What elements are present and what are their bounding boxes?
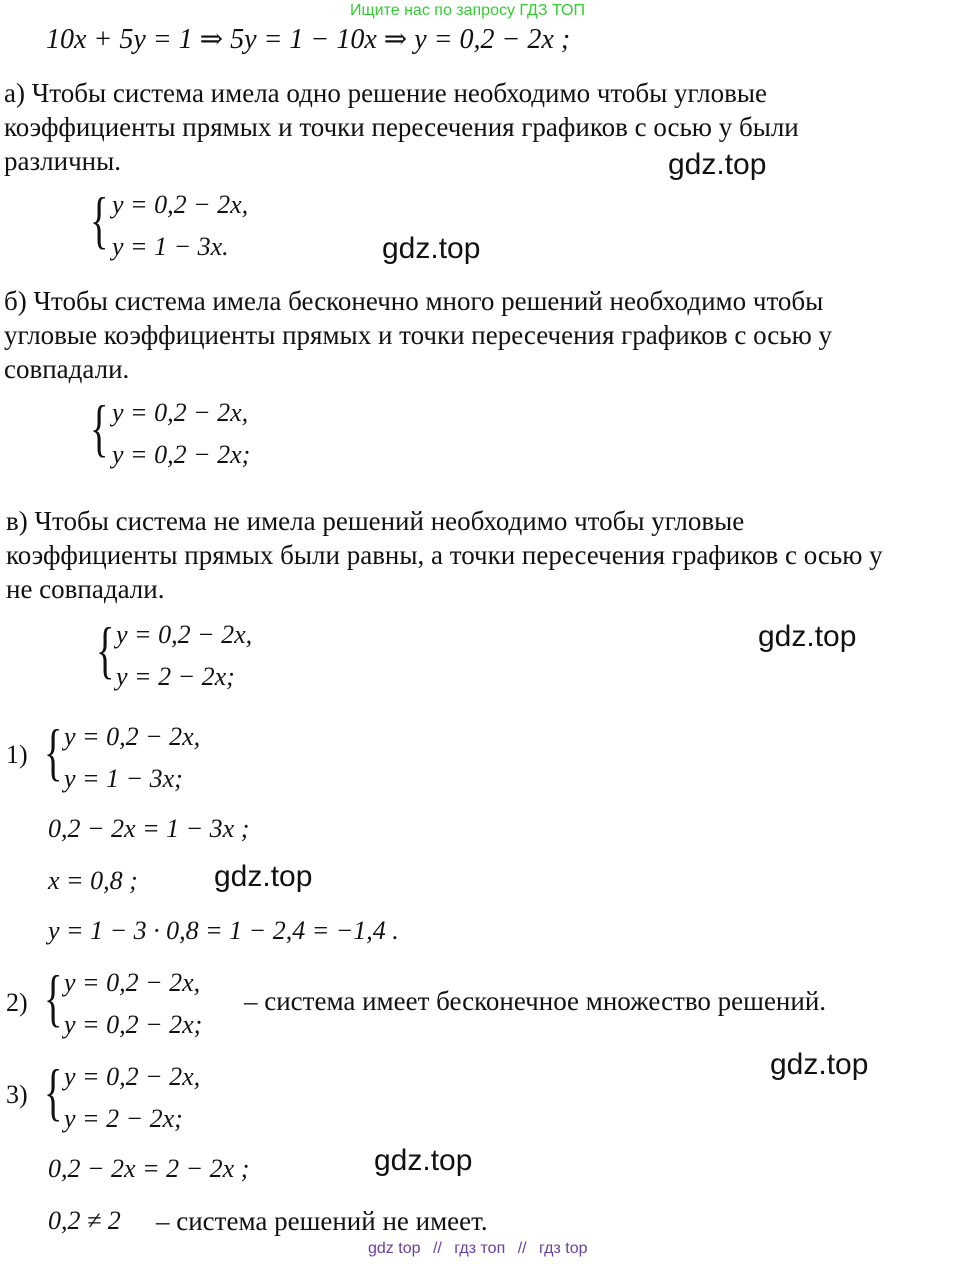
part-b-line-2: угловые коэффициенты прямых и точки пересечения графиков с осью y (4, 320, 833, 350)
system-brace: { (96, 614, 115, 685)
watermark: gdz.top (214, 860, 313, 893)
watermark: gdz.top (382, 232, 481, 265)
footer-links (364, 1240, 592, 1258)
watermark: gdz.top (374, 1144, 473, 1177)
solution-2-system-eq-2: y = 0,2 − 2x; (64, 1010, 203, 1039)
footer-separator: // (432, 1240, 442, 1257)
system-brace: { (44, 962, 63, 1033)
part-a-system-eq-2: y = 1 − 3x. (112, 232, 229, 261)
part-v-line-1: в) Чтобы система не имела решений необходимо чтобы угловые (6, 506, 745, 536)
solution-3-label: 3) (6, 1080, 28, 1109)
derivation-formula: 10x + 5y = 1 ⇒ 5y = 1 − 10x ⇒ y = 0,2 − 2x ; (46, 24, 571, 55)
part-v-system-eq-1: y = 0,2 − 2x, (116, 620, 253, 649)
part-v-line-2: коэффициенты прямых были равны, а точки пересечения графиков с осью y (6, 540, 883, 570)
part-b-line-1: б) Чтобы система имела бесконечно много решений необходимо чтобы (4, 286, 824, 316)
solution-3-comment: – система решений не имеет. (156, 1206, 488, 1236)
solution-1-step-1: 0,2 − 2x = 1 − 3x ; (48, 814, 250, 843)
watermark: gdz.top (770, 1048, 869, 1081)
solution-1-step-3: y = 1 − 3 · 0,8 = 1 − 2,4 = −1,4 . (48, 916, 399, 945)
system-brace: { (44, 1056, 63, 1127)
system-brace: { (90, 184, 109, 255)
part-a-system-eq-1: y = 0,2 − 2x, (112, 190, 249, 219)
watermark: gdz.top (758, 620, 857, 653)
part-b-system-eq-2: y = 0,2 − 2x; (112, 440, 251, 469)
solution-3-step-1: 0,2 − 2x = 2 − 2x ; (48, 1154, 250, 1183)
solution-1-label: 1) (6, 740, 28, 769)
system-brace: { (90, 392, 109, 463)
solution-2-system-eq-1: y = 0,2 − 2x, (64, 968, 201, 997)
part-b-system-eq-1: y = 0,2 − 2x, (112, 398, 249, 427)
footer-separator: // (517, 1240, 527, 1257)
part-v-line-3: не совпадали. (6, 574, 165, 604)
solution-1-step-2: x = 0,8 ; (48, 866, 138, 895)
footer-link[interactable]: gdz top (368, 1240, 421, 1257)
footer-link[interactable]: гдз топ (454, 1240, 506, 1257)
solution-3-step-2: 0,2 ≠ 2 (48, 1206, 121, 1235)
footer-link[interactable]: гдз top (539, 1240, 588, 1257)
search-banner: Ищите нас по запросу ГДЗ ТОП (350, 2, 585, 19)
solution-3-system-eq-1: y = 0,2 − 2x, (64, 1062, 201, 1091)
part-v-system-eq-2: y = 2 − 2x; (116, 662, 235, 691)
solution-2-label: 2) (6, 988, 28, 1017)
system-brace: { (44, 716, 63, 787)
solution-2-comment: – система имеет бесконечное множество решений. (244, 986, 827, 1016)
solution-1-system-eq-2: y = 1 − 3x; (64, 764, 183, 793)
watermark: gdz.top (668, 148, 767, 181)
part-a-line-3: различны. (4, 146, 121, 176)
solution-3-system-eq-2: y = 2 − 2x; (64, 1104, 183, 1133)
part-b-line-3: совпадали. (4, 354, 130, 384)
part-a-line-1: а) Чтобы система имела одно решение необходимо чтобы угловые (4, 78, 768, 108)
solution-1-system-eq-1: y = 0,2 − 2x, (64, 722, 201, 751)
part-a-line-2: коэффициенты прямых и точки пересечения графиков с осью y были (4, 112, 799, 142)
